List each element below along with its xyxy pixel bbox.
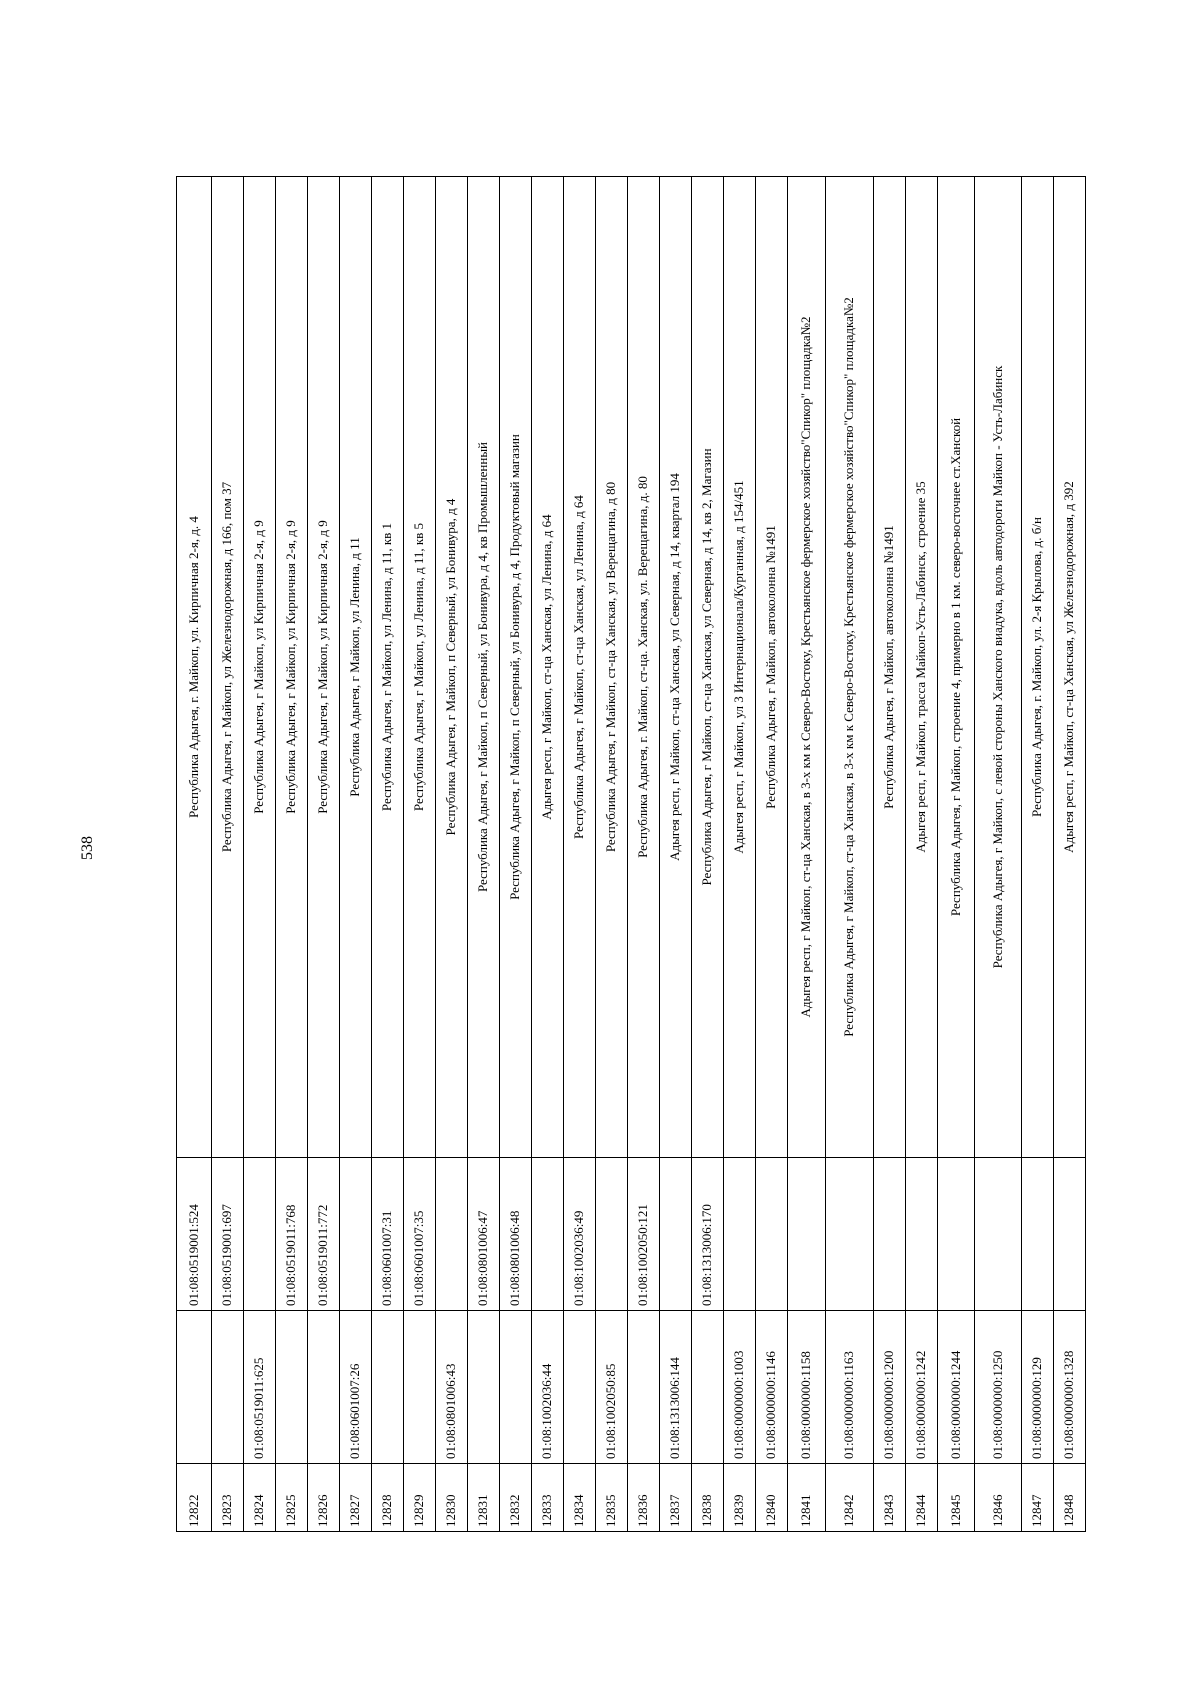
address-cell: Адыгея респ, г Майкоп, ул 3 Интернационала/Курганная, д 154/451 [724, 177, 756, 1158]
table-row [436, 177, 468, 1532]
address-cell: Республика Адыгея, г Майкоп, автоколонна №1491 [756, 177, 788, 1158]
related-cadastral-number-cell: 01:08:1002050:121 [628, 1158, 660, 1311]
row-number-cell: 12834 [564, 1464, 596, 1532]
registry-table [176, 176, 1086, 1532]
cadastral-number-cell: 01:08:0000000:1003 [724, 1311, 756, 1464]
related-cadastral-number-cell: 01:08:0601007:31 [372, 1158, 404, 1311]
table-row [308, 177, 340, 1532]
related-cadastral-number-cell [1053, 1158, 1085, 1311]
related-cadastral-number-cell: 01:08:0519011:768 [276, 1158, 308, 1311]
row-number-cell: 12843 [874, 1464, 906, 1532]
cadastral-number-cell: 01:08:0000000:1146 [756, 1311, 788, 1464]
table-row [724, 177, 756, 1532]
related-cadastral-number-cell: 01:08:0519011:772 [308, 1158, 340, 1311]
table-row [212, 177, 244, 1532]
related-cadastral-number-cell [756, 1158, 788, 1311]
row-number-cell: 12841 [788, 1464, 825, 1532]
address-cell: Республика Адыгея, г Майкоп, ул Кирпичная 2-я, д 9 [308, 177, 340, 1158]
address-cell: Республика Адыгея, г Майкоп, ул Железнодорожная, д 166, пом 37 [212, 177, 244, 1158]
address-cell: Республика Адыгея, г. Майкоп, ул. Кирпичная 2-я, д. 4 [177, 177, 212, 1158]
address-cell: Адыгея респ, г Майкоп, трасса Майкоп-Усть-Лабинск, строение 35 [906, 177, 938, 1158]
cadastral-number-cell [276, 1311, 308, 1464]
row-number-cell: 12823 [212, 1464, 244, 1532]
page-number: 538 [79, 836, 96, 860]
address-cell: Республика Адыгея, г. Майкоп, ст-ца. Ханская, ул. Верещагина, д. 80 [628, 177, 660, 1158]
row-number-cell: 12839 [724, 1464, 756, 1532]
related-cadastral-number-cell [938, 1158, 975, 1311]
row-number-cell: 12826 [308, 1464, 340, 1532]
table-row [660, 177, 692, 1532]
cadastral-number-cell: 01:08:0000000:129 [1021, 1311, 1053, 1464]
address-cell: Республика Адыгея, г Майкоп, ул Ленина, д 11, кв 1 [372, 177, 404, 1158]
related-cadastral-number-cell: 01:08:0519001:524 [177, 1158, 212, 1311]
table-row [596, 177, 628, 1532]
table-row [372, 177, 404, 1532]
cadastral-number-cell [372, 1311, 404, 1464]
row-number-cell: 12847 [1021, 1464, 1053, 1532]
cadastral-number-cell: 01:08:0000000:1244 [938, 1311, 975, 1464]
address-cell: Республика Адыгея, г Майкоп, автоколонна №1491 [874, 177, 906, 1158]
related-cadastral-number-cell [532, 1158, 564, 1311]
row-number-cell: 12822 [177, 1464, 212, 1532]
cadastral-number-cell: 01:08:1002050:85 [596, 1311, 628, 1464]
related-cadastral-number-cell [724, 1158, 756, 1311]
related-cadastral-number-cell [596, 1158, 628, 1311]
cadastral-number-cell: 01:08:1313006:144 [660, 1311, 692, 1464]
address-cell: Адыгея респ, г Майкоп, ст-ца Ханская, ул Северная, д 14, квартал 194 [660, 177, 692, 1158]
cadastral-number-cell: 01:08:0000000:1200 [874, 1311, 906, 1464]
table-row [276, 177, 308, 1532]
table-row [692, 177, 724, 1532]
cadastral-number-cell [404, 1311, 436, 1464]
related-cadastral-number-cell [244, 1158, 276, 1311]
rotated-table-container [176, 176, 1086, 1532]
table-row [938, 177, 975, 1532]
related-cadastral-number-cell [660, 1158, 692, 1311]
address-cell: Республика Адыгея, г Майкоп, п Северный, ул Бонивура, д 4, Продуктовый магазин [500, 177, 532, 1158]
table-row [564, 177, 596, 1532]
row-number-cell: 12840 [756, 1464, 788, 1532]
row-number-cell: 12828 [372, 1464, 404, 1532]
row-number-cell: 12832 [500, 1464, 532, 1532]
row-number-cell: 12846 [975, 1464, 1021, 1532]
row-number-cell: 12848 [1053, 1464, 1085, 1532]
related-cadastral-number-cell: 01:08:0601007:35 [404, 1158, 436, 1311]
related-cadastral-number-cell [906, 1158, 938, 1311]
table-row [177, 177, 212, 1532]
row-number-cell: 12845 [938, 1464, 975, 1532]
cadastral-number-cell [628, 1311, 660, 1464]
row-number-cell: 12833 [532, 1464, 564, 1532]
cadastral-number-cell [500, 1311, 532, 1464]
table-row [468, 177, 500, 1532]
cadastral-number-cell: 01:08:0000000:1242 [906, 1311, 938, 1464]
address-cell: Республика Адыгея, г Майкоп, п Северный, ул Бонивура, д 4 [436, 177, 468, 1158]
address-cell: Адыгея респ, г Майкоп, ст-ца Ханская, ул Железнодорожная, д 392 [1053, 177, 1085, 1158]
address-cell: Республика Адыгея, г Майкоп, ст-ца Ханская, в 3-х км к Северо-Востоку, Крестьянское фермерское хозяйство"Спикор" площадка№2 [825, 177, 874, 1158]
cadastral-number-cell: 01:08:1002036:44 [532, 1311, 564, 1464]
row-number-cell: 12831 [468, 1464, 500, 1532]
table-row [532, 177, 564, 1532]
cadastral-number-cell: 01:08:0000000:1158 [788, 1311, 825, 1464]
table-row [906, 177, 938, 1532]
related-cadastral-number-cell [436, 1158, 468, 1311]
cadastral-number-cell [177, 1311, 212, 1464]
row-number-cell: 12844 [906, 1464, 938, 1532]
table-row [628, 177, 660, 1532]
row-number-cell: 12842 [825, 1464, 874, 1532]
cadastral-number-cell: 01:08:0519011:625 [244, 1311, 276, 1464]
cadastral-number-cell [564, 1311, 596, 1464]
row-number-cell: 12830 [436, 1464, 468, 1532]
address-cell: Республика Адыгея, г Майкоп, ст-ца Ханская, ул Верещагина, д 80 [596, 177, 628, 1158]
registry-table-body [177, 177, 1086, 1532]
table-row [756, 177, 788, 1532]
related-cadastral-number-cell: 01:08:0801006:48 [500, 1158, 532, 1311]
address-cell: Республика Адыгея, г Майкоп, с левой стороны Ханского виадука, вдоль автодороги Майкоп - Усть-Лабинск [975, 177, 1021, 1158]
table-row [975, 177, 1021, 1532]
cadastral-number-cell [212, 1311, 244, 1464]
related-cadastral-number-cell [975, 1158, 1021, 1311]
related-cadastral-number-cell [788, 1158, 825, 1311]
row-number-cell: 12835 [596, 1464, 628, 1532]
related-cadastral-number-cell [1021, 1158, 1053, 1311]
address-cell: Республика Адыгея, г Майкоп, строение 4, примерно в 1 км. северо-восточнее ст.Ханской [938, 177, 975, 1158]
cadastral-number-cell [308, 1311, 340, 1464]
address-cell: Адыгея респ, г Майкоп, ст-ца Ханская, в 3-х км к Северо-Востоку, Крестьянское фермерское хозяйство"Спикор" площадка№2 [788, 177, 825, 1158]
related-cadastral-number-cell: 01:08:1002036:49 [564, 1158, 596, 1311]
table-row [404, 177, 436, 1532]
address-cell: Республика Адыгея, г Майкоп, п Северный, ул Бонивура, д 4, кв Промышленный [468, 177, 500, 1158]
row-number-cell: 12829 [404, 1464, 436, 1532]
table-row [340, 177, 372, 1532]
related-cadastral-number-cell [825, 1158, 874, 1311]
address-cell: Республика Адыгея, г Майкоп, ст-ца Ханская, ул Ленина, д 64 [564, 177, 596, 1158]
cadastral-number-cell [692, 1311, 724, 1464]
address-cell: Республика Адыгея, г. Майкоп, ул. 2-я Крылова, д. б/н [1021, 177, 1053, 1158]
table-row [244, 177, 276, 1532]
cadastral-number-cell: 01:08:0801006:43 [436, 1311, 468, 1464]
related-cadastral-number-cell [874, 1158, 906, 1311]
related-cadastral-number-cell [340, 1158, 372, 1311]
address-cell: Республика Адыгея, г Майкоп, ст-ца Ханская, ул Северная, д 14, кв 2, Магазин [692, 177, 724, 1158]
cadastral-number-cell: 01:08:0000000:1163 [825, 1311, 874, 1464]
row-number-cell: 12827 [340, 1464, 372, 1532]
table-row [1021, 177, 1053, 1532]
row-number-cell: 12838 [692, 1464, 724, 1532]
cadastral-number-cell: 01:08:0000000:1328 [1053, 1311, 1085, 1464]
row-number-cell: 12837 [660, 1464, 692, 1532]
address-cell: Республика Адыгея, г Майкоп, ул Ленина, д 11, кв 5 [404, 177, 436, 1158]
related-cadastral-number-cell: 01:08:0519001:697 [212, 1158, 244, 1311]
row-number-cell: 12836 [628, 1464, 660, 1532]
row-number-cell: 12824 [244, 1464, 276, 1532]
cadastral-number-cell [468, 1311, 500, 1464]
table-row [500, 177, 532, 1532]
row-number-cell: 12825 [276, 1464, 308, 1532]
address-cell: Республика Адыгея, г Майкоп, ул Ленина, д 11 [340, 177, 372, 1158]
cadastral-number-cell: 01:08:0601007:26 [340, 1311, 372, 1464]
address-cell: Адыгея респ, г Майкоп, ст-ца Ханская, ул Ленина, д 64 [532, 177, 564, 1158]
cadastral-number-cell: 01:08:0000000:1250 [975, 1311, 1021, 1464]
related-cadastral-number-cell: 01:08:1313006:170 [692, 1158, 724, 1311]
table-row [788, 177, 825, 1532]
address-cell: Республика Адыгея, г Майкоп, ул Кирпичная 2-я, д 9 [276, 177, 308, 1158]
table-row [874, 177, 906, 1532]
address-cell: Республика Адыгея, г Майкоп, ул Кирпичная 2-я, д 9 [244, 177, 276, 1158]
table-row [825, 177, 874, 1532]
table-row [1053, 177, 1085, 1532]
related-cadastral-number-cell: 01:08:0801006:47 [468, 1158, 500, 1311]
